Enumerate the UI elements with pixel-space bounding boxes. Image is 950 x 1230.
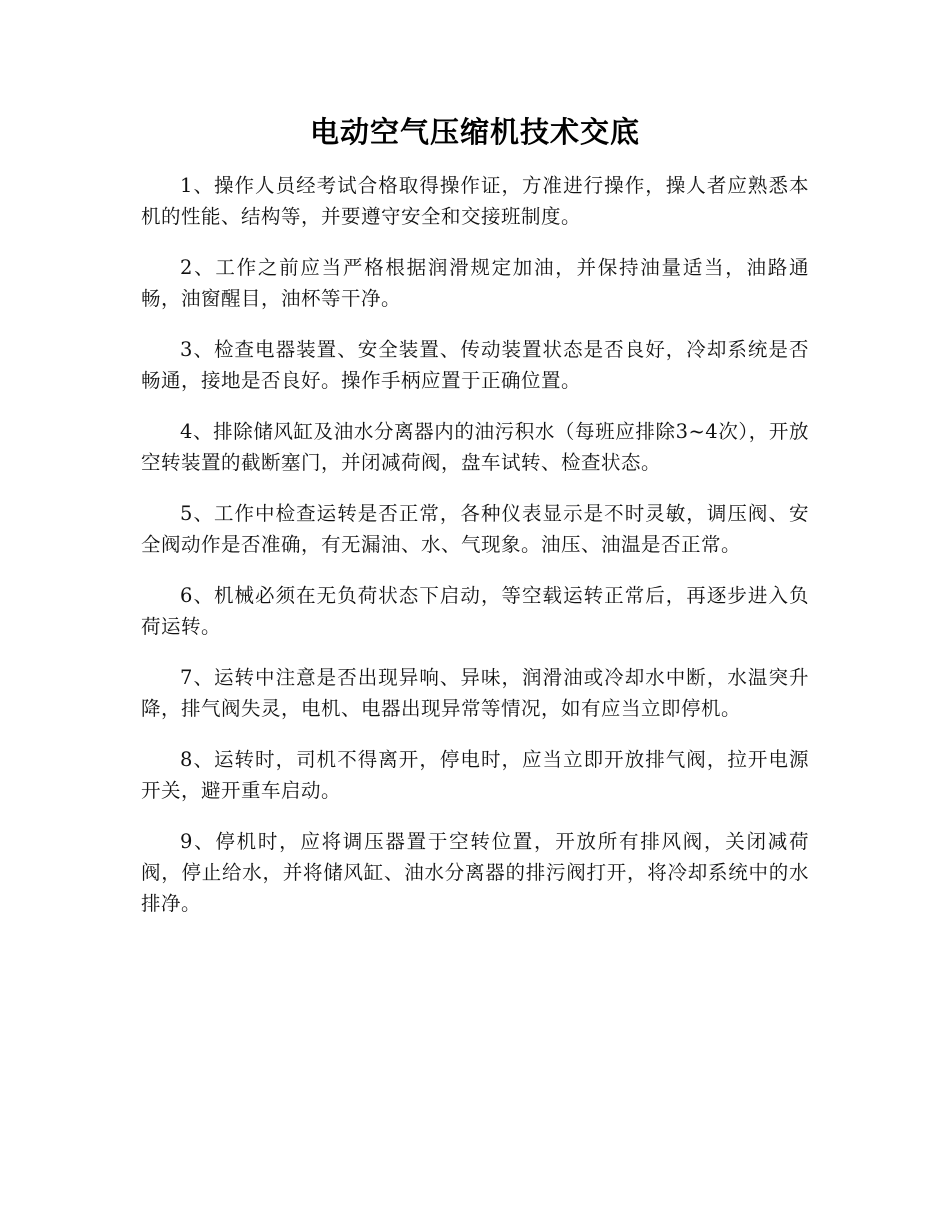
paragraph-9: 9、停机时，应将调压器置于空转位置，开放所有排风阀，关闭减荷阀，停止给水，并将储风缸、油水分离器的排污阀打开，将冷却系统中的水排净。 [141, 830, 809, 915]
document-title: 电动空气压缩机技术交底 [309, 115, 640, 149]
paragraph-5: 5、工作中检查运转是否正常，各种仪表显示是不时灵敏，调压阀、安全阀动作是否准确，有无漏油、水、气现象。油压、油温是否正常。 [141, 502, 809, 556]
paragraph-2: 2、工作之前应当严格根据润滑规定加油，并保持油量适当，油路通畅，油窗醒目，油杯等干净。 [141, 256, 809, 310]
paragraph-3: 3、检查电器装置、安全装置、传动装置状态是否良好，冷却系统是否畅通，接地是否良好。操作手柄应置于正确位置。 [141, 338, 809, 392]
paragraph-8: 8、运转时，司机不得离开，停电时，应当立即开放排气阀，拉开电源开关，避开重车启动。 [141, 748, 809, 802]
paragraph-1: 1、操作人员经考试合格取得操作证，方准进行操作，操人者应熟悉本机的性能、结构等，并要遵守安全和交接班制度。 [141, 174, 809, 228]
paragraph-6: 6、机械必须在无负荷状态下启动，等空载运转正常后，再逐步进入负荷运转。 [141, 584, 809, 638]
paragraph-7: 7、运转中注意是否出现异响、异味，润滑油或冷却水中断，水温突升降，排气阀失灵，电机、电器出现异常等情况，如有应当立即停机。 [141, 666, 809, 720]
paragraph-4: 4、排除储风缸及油水分离器内的油污积水（每班应排除3~4次），开放空转装置的截断塞门，并闭减荷阀，盘车试转、检查状态。 [141, 420, 809, 474]
document-body [141, 170, 809, 939]
